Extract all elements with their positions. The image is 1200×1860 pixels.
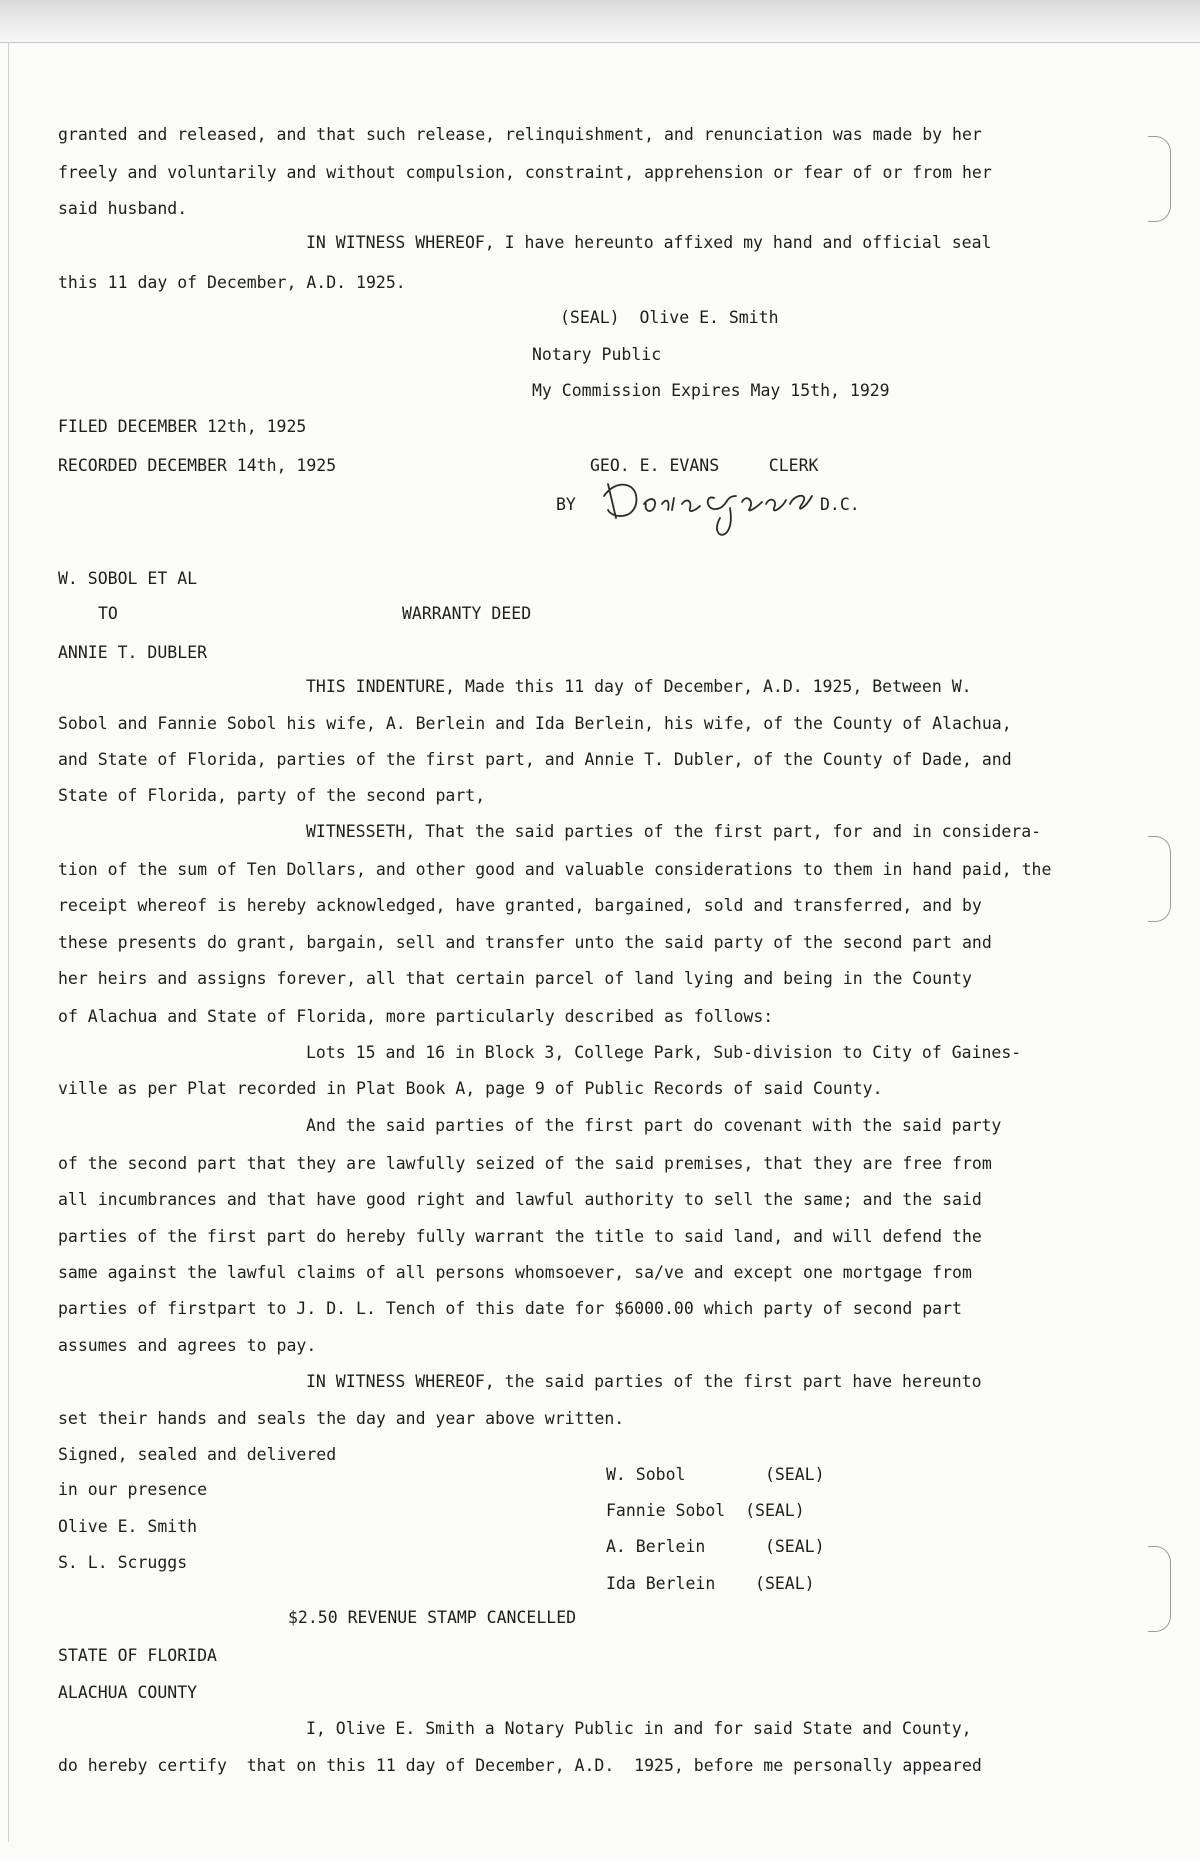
dc-label: D.C.	[820, 495, 860, 514]
text-line: Lots 15 and 16 in Block 3, College Park, Sub-division to City of Gaines-	[306, 1043, 1022, 1062]
scan-top-edge	[0, 0, 1200, 43]
text-line: granted and released, and that such release, relinquishment, and renunciation was made by her	[58, 125, 982, 144]
notary-seal-signature: (SEAL) Olive E. Smith	[560, 308, 779, 327]
recorded-date: RECORDED DECEMBER 14th, 1925	[58, 456, 337, 475]
text-line: tion of the sum of Ten Dollars, and other good and valuable considerations to them in hand paid, the	[58, 860, 1052, 879]
binder-hole	[1148, 136, 1171, 222]
text-line: WITNESSETH, That the said parties of the first part, for and in considera-	[306, 822, 1042, 841]
witness-line: Signed, sealed and delivered	[58, 1445, 337, 1464]
text-line: do hereby certify that on this 11 day of December, A.D. 1925, before me personally appeared	[58, 1756, 982, 1775]
binder-hole	[1148, 1546, 1171, 1632]
text-line: THIS INDENTURE, Made this 11 day of December, A.D. 1925, Between W.	[306, 677, 972, 696]
text-line: of the second part that they are lawfully seized of the said premises, that they are free from	[58, 1154, 992, 1173]
text-line: same against the lawful claims of all persons whomsoever, sa/ve and except one mortgage from	[58, 1263, 972, 1282]
ack-state: STATE OF FLORIDA	[58, 1646, 217, 1665]
grantor-heading: W. SOBOL ET AL	[58, 569, 198, 588]
text-line: her heirs and assigns forever, all that certain parcel of land lying and being in the County	[58, 969, 972, 988]
signer-line: A. Berlein (SEAL)	[606, 1537, 825, 1556]
notary-title: Notary Public	[532, 345, 662, 364]
to-heading: TO	[98, 604, 118, 623]
text-line: said husband.	[58, 199, 188, 218]
clerk-name: GEO. E. EVANS CLERK	[590, 456, 819, 475]
text-line: all incumbrances and that have good right and lawful authority to sell the same; and the said	[58, 1190, 982, 1209]
text-line: freely and voluntarily and without compulsion, constraint, apprehension or fear of or from her	[58, 163, 992, 182]
text-line: IN WITNESS WHEREOF, I have hereunto affixed my hand and official seal	[306, 233, 992, 252]
witness-name: S. L. Scruggs	[58, 1553, 188, 1572]
scan-left-edge	[8, 42, 9, 1842]
text-line: and State of Florida, parties of the first part, and Annie T. Dubler, of the County of Dade, and	[58, 750, 1012, 769]
revenue-stamp-note: $2.50 REVENUE STAMP CANCELLED	[288, 1608, 577, 1627]
witness-line: in our presence	[58, 1480, 208, 1499]
signer-line: Fannie Sobol (SEAL)	[606, 1501, 805, 1520]
text-line: I, Olive E. Smith a Notary Public in and for said State and County,	[306, 1719, 972, 1738]
text-line: of Alachua and State of Florida, more particularly described as follows:	[58, 1007, 774, 1026]
text-line: State of Florida, party of the second part,	[58, 786, 486, 805]
text-line: parties of the first part do hereby fully warrant the title to said land, and will defend the	[58, 1227, 982, 1246]
grantee-heading: ANNIE T. DUBLER	[58, 643, 208, 662]
deputy-clerk-signature	[596, 474, 816, 544]
text-line: set their hands and seals the day and year above written.	[58, 1409, 625, 1428]
text-line: IN WITNESS WHEREOF, the said parties of the first part have hereunto	[306, 1372, 982, 1391]
signer-line: Ida Berlein (SEAL)	[606, 1574, 815, 1593]
signer-line: W. Sobol (SEAL)	[606, 1465, 825, 1484]
text-line: ville as per Plat recorded in Plat Book A, page 9 of Public Records of said County.	[58, 1079, 883, 1098]
by-label: BY	[556, 495, 576, 514]
text-line: assumes and agrees to pay.	[58, 1336, 317, 1355]
ack-county: ALACHUA COUNTY	[58, 1683, 198, 1702]
text-line: receipt whereof is hereby acknowledged, have granted, bargained, sold and transferred, and by	[58, 896, 982, 915]
text-line: these presents do grant, bargain, sell and transfer unto the said party of the second part and	[58, 933, 992, 952]
notary-commission: My Commission Expires May 15th, 1929	[532, 381, 890, 400]
text-line: Sobol and Fannie Sobol his wife, A. Berlein and Ida Berlein, his wife, of the County of Alachua,	[58, 714, 1012, 733]
binder-hole	[1148, 836, 1171, 922]
text-line: And the said parties of the first part do covenant with the said party	[306, 1116, 1002, 1135]
text-line: parties of firstpart to J. D. L. Tench of this date for $6000.00 which party of second part	[58, 1299, 962, 1318]
filed-date: FILED DECEMBER 12th, 1925	[58, 417, 307, 436]
deed-title: WARRANTY DEED	[402, 604, 532, 623]
text-line: this 11 day of December, A.D. 1925.	[58, 273, 406, 292]
witness-name: Olive E. Smith	[58, 1517, 198, 1536]
